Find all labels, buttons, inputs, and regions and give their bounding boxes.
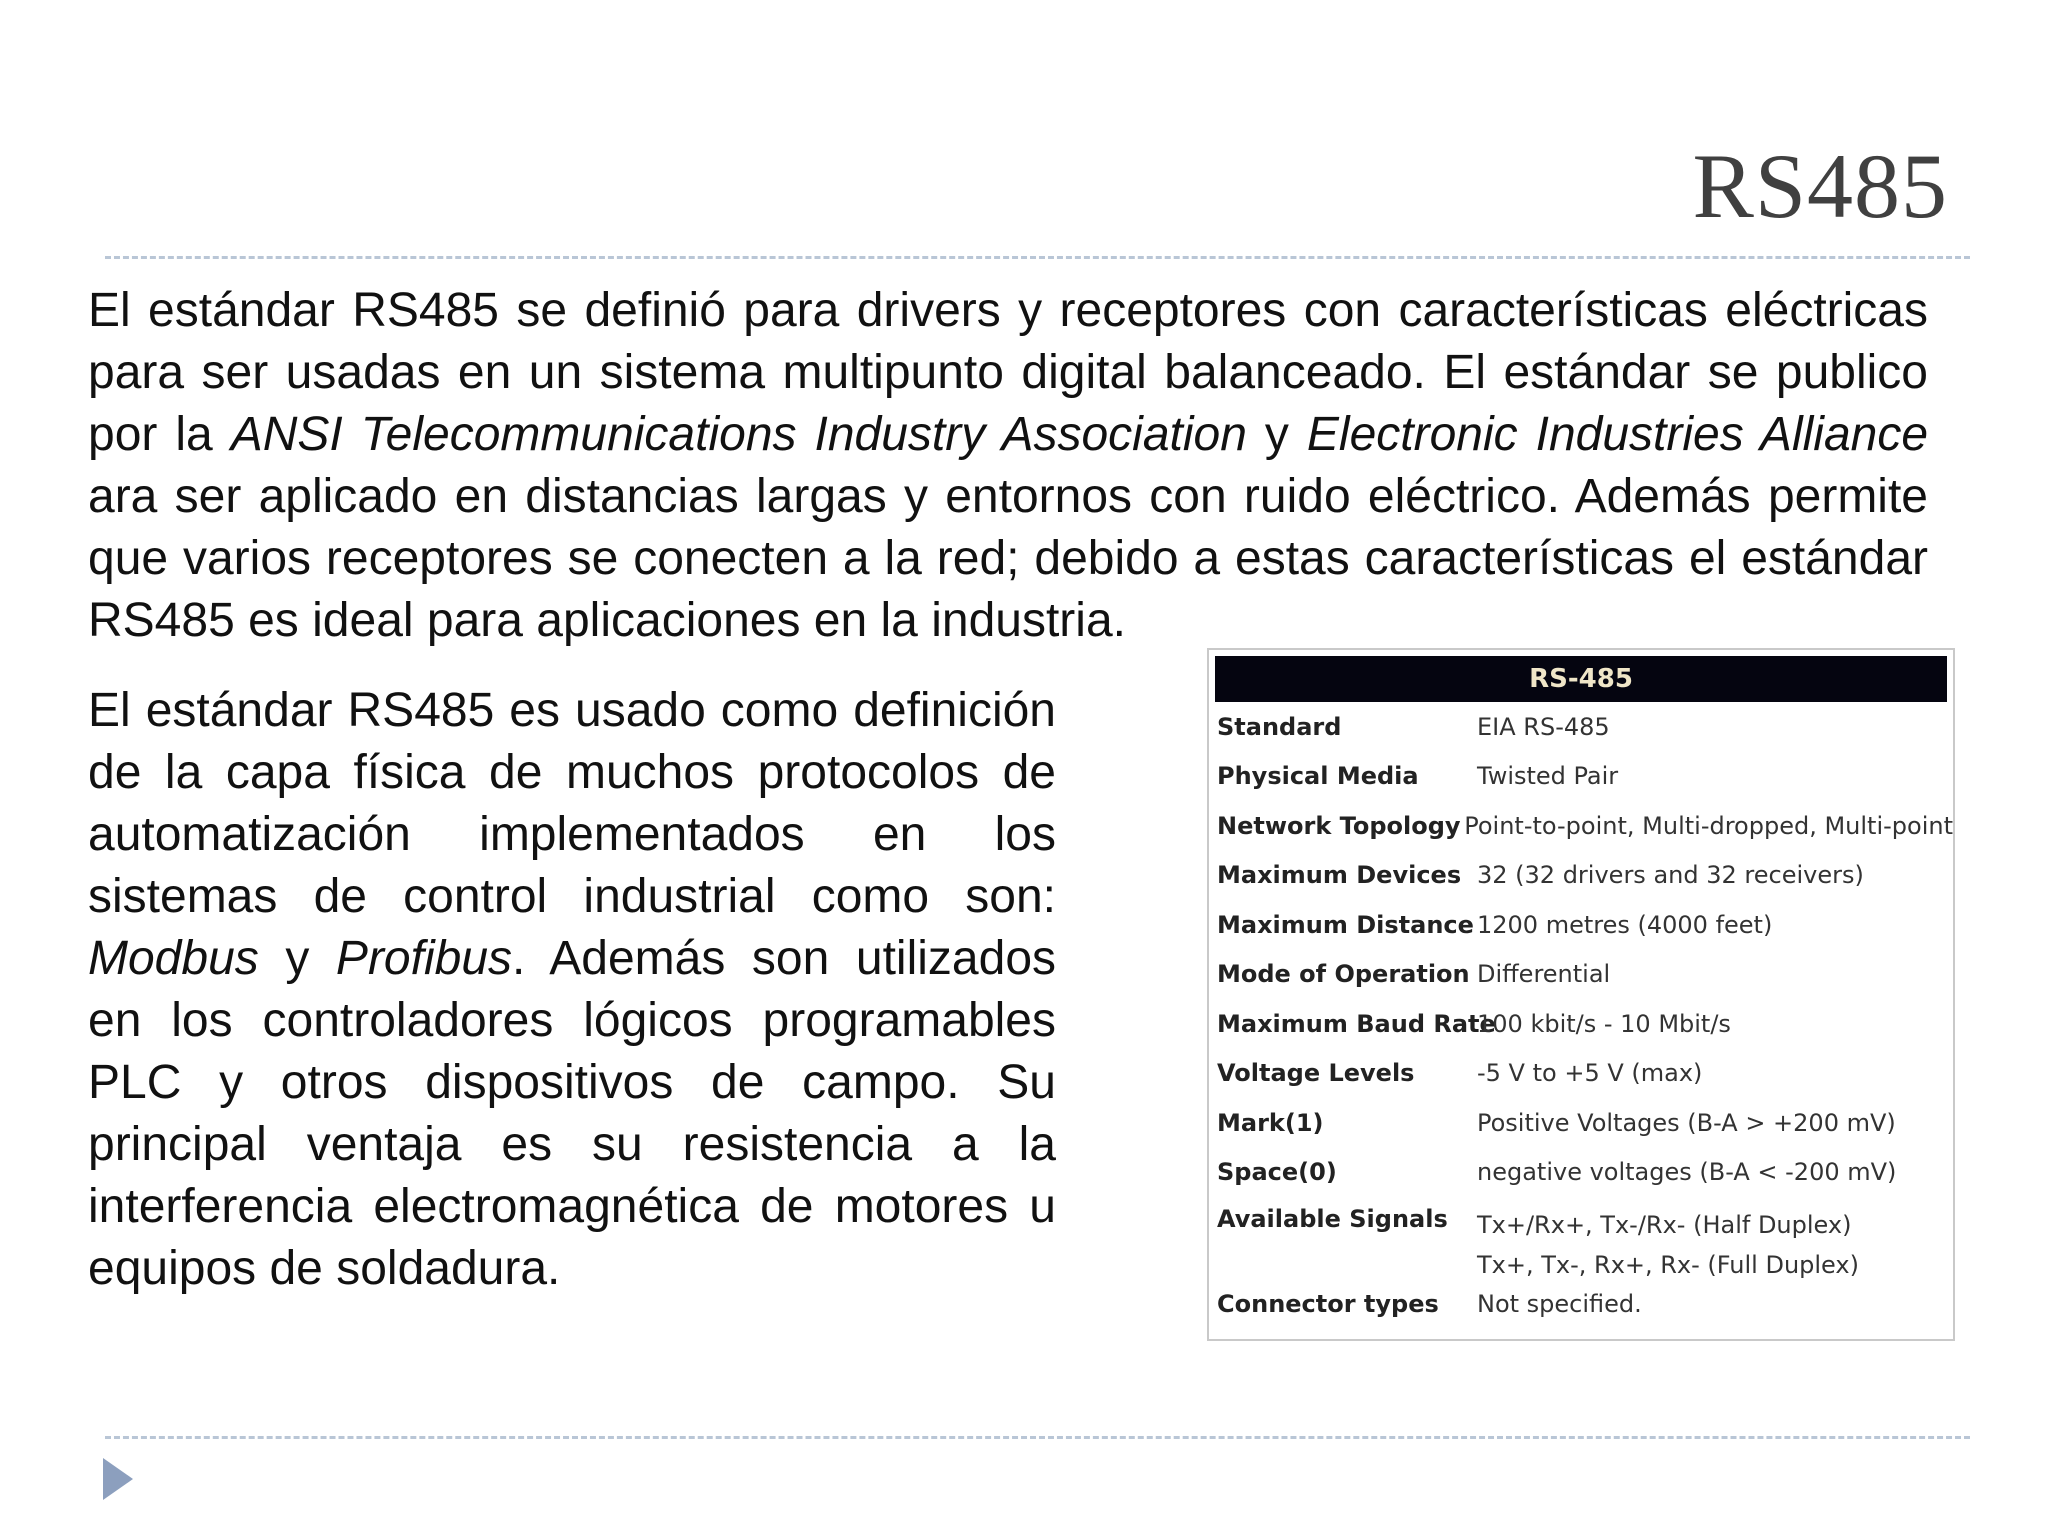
spec-value-line: Tx+/Rx+, Tx-/Rx- (Half Duplex) bbox=[1477, 1211, 1852, 1239]
spec-key: Network Topology bbox=[1217, 811, 1461, 840]
spec-row bbox=[1209, 1197, 1953, 1279]
spec-row bbox=[1209, 702, 1953, 752]
para2-run: Profibus bbox=[335, 932, 513, 985]
slide-title: RS485 bbox=[1692, 135, 1948, 237]
para1-run: y bbox=[1246, 408, 1307, 461]
spec-value-line: Differential bbox=[1477, 960, 1611, 989]
spec-row bbox=[1209, 851, 1953, 901]
para2-run: y bbox=[258, 932, 336, 985]
spec-value-line: negative voltages (B-A < -200 mV) bbox=[1477, 1158, 1897, 1187]
spec-key: Connector types bbox=[1217, 1289, 1439, 1318]
para2-run: Modbus bbox=[88, 932, 259, 985]
spec-value-line: Positive Voltages (B-A > +200 mV) bbox=[1477, 1108, 1896, 1137]
spec-value bbox=[1477, 707, 1953, 747]
spec-key: Maximum Devices bbox=[1217, 861, 1462, 890]
spec-key: Physical Media bbox=[1217, 762, 1419, 791]
spec-key: Mode of Operation bbox=[1217, 960, 1470, 989]
next-slide-arrow-icon[interactable] bbox=[103, 1458, 133, 1500]
para1-run: El estándar RS485 se definió para drivers y receptores con características eléctricas para ser usadas en un sistema multipunto digital balanceado. El estándar se publico por la bbox=[88, 284, 1928, 461]
spec-row bbox=[1209, 801, 1953, 851]
spec-value-line: Tx+, Tx-, Rx+, Rx- (Full Duplex) bbox=[1477, 1251, 1859, 1279]
spec-value bbox=[1477, 1103, 1953, 1143]
para2-run: El estándar RS485 es usado como definición de la capa física de muchos protocolos de automatización implementados en los sistemas de control industrial como son: bbox=[88, 684, 1056, 923]
spec-value bbox=[1477, 1152, 1953, 1192]
spec-key: Space(0) bbox=[1217, 1158, 1337, 1187]
spec-key: Available Signals bbox=[1217, 1205, 1448, 1233]
para1-run: ANSI Telecommunications Industry Association bbox=[230, 408, 1247, 461]
spec-table-body bbox=[1209, 702, 1953, 1329]
spec-key: Mark(1) bbox=[1217, 1108, 1324, 1137]
spec-key: Maximum Baud Rate bbox=[1217, 1009, 1496, 1038]
spec-row bbox=[1209, 999, 1953, 1049]
spec-value-line: -5 V to +5 V (max) bbox=[1477, 1059, 1703, 1088]
spec-value-line: Point-to-point, Multi-dropped, Multi-point bbox=[1464, 811, 1953, 840]
spec-row bbox=[1209, 1098, 1953, 1148]
para2-run: . Además son utilizados en los controladores lógicos programables PLC y otros dispositivos de campo. Su principal ventaja es su resistencia a la interferencia electromagnética de motores u equipos de soldadura. bbox=[88, 932, 1057, 1295]
spec-value-line: 1200 metres (4000 feet) bbox=[1477, 910, 1773, 939]
spec-table-header: RS-485 bbox=[1215, 656, 1947, 702]
spec-row bbox=[1209, 1049, 1953, 1099]
rs485-spec-table bbox=[1207, 648, 1955, 1341]
spec-row bbox=[1209, 900, 1953, 950]
spec-key: Maximum Distance bbox=[1217, 910, 1474, 939]
spec-value bbox=[1477, 954, 1953, 994]
spec-value bbox=[1464, 806, 1953, 846]
para1-run: Electronic Industries Alliance bbox=[1306, 408, 1929, 461]
spec-value bbox=[1477, 1004, 1953, 1044]
usage-paragraph bbox=[88, 680, 1056, 1300]
spec-row bbox=[1209, 1148, 1953, 1198]
spec-value bbox=[1477, 905, 1953, 945]
spec-row bbox=[1209, 1279, 1953, 1329]
spec-value bbox=[1477, 756, 1953, 796]
spec-value-line: 32 (32 drivers and 32 receivers) bbox=[1477, 861, 1864, 890]
spec-value-line: EIA RS-485 bbox=[1477, 712, 1610, 741]
spec-value-line: Twisted Pair bbox=[1477, 762, 1619, 791]
spec-key: Voltage Levels bbox=[1217, 1059, 1415, 1088]
spec-key: Standard bbox=[1217, 712, 1342, 741]
spec-value bbox=[1477, 855, 1953, 895]
bottom-divider bbox=[105, 1436, 1970, 1439]
spec-row bbox=[1209, 752, 1953, 802]
spec-row bbox=[1209, 950, 1953, 1000]
spec-value bbox=[1477, 1284, 1953, 1324]
spec-value bbox=[1477, 1205, 1953, 1285]
intro-paragraph bbox=[88, 280, 1928, 652]
spec-value-line: Not specified. bbox=[1477, 1289, 1642, 1318]
top-divider bbox=[105, 256, 1970, 259]
para1-run: ara ser aplicado en distancias largas y entornos con ruido eléctrico. Además permite que varios receptores se conecten a la red; debido a estas características el estándar RS485 es ideal para aplicaciones en la industria. bbox=[88, 470, 1928, 647]
spec-value bbox=[1477, 1053, 1953, 1093]
spec-value-line: 100 kbit/s - 10 Mbit/s bbox=[1477, 1009, 1731, 1038]
